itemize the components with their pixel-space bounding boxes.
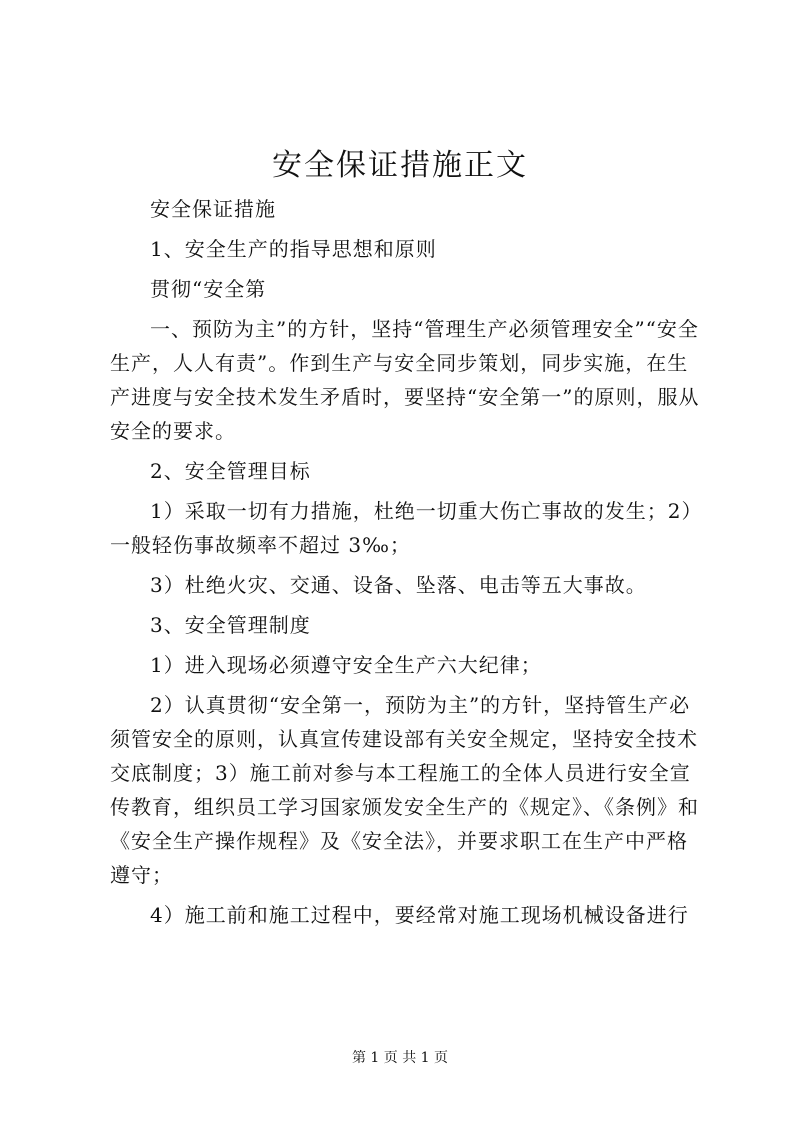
document-title: 安全保证措施正文 bbox=[272, 148, 528, 183]
paragraph: 3）杜绝火灾、交通、设备、坠落、电击等五大事故。 bbox=[150, 573, 647, 597]
paragraph: 2）认真贯彻“安全第一，预防为主”的方针，坚持管生产必须管安全的原则，认真宣传建设部有关安全规定，坚持安全技术交底制度；3）施工前对参与本工程施工的全体人员进行安全宣传教育，组织员工学习国家颁发安全生产的《规定》、《条例》和《安全生产操作规程》及《安全法》，并要求职工在生产中严格遵守； bbox=[110, 693, 699, 887]
paragraph: 1、安全生产的指导思想和原则 bbox=[150, 237, 437, 261]
paragraph: 贯彻“安全第 bbox=[150, 277, 267, 301]
paragraph: 1）进入现场必须遵守安全生产六大纪律； bbox=[150, 653, 542, 677]
page-footer: 第 1 页 共 1 页 bbox=[351, 1050, 449, 1066]
paragraph: 1）采取一切有力措施，杜绝一切重大伤亡事故的发生；2）一般轻伤事故频率不超过 3‰； bbox=[110, 499, 703, 557]
paragraph: 4）施工前和施工过程中，要经常对施工现场机械设备进行 bbox=[150, 903, 689, 927]
document-body bbox=[110, 192, 706, 938]
paragraph: 安全保证措施 bbox=[150, 197, 276, 221]
paragraph: 2、安全管理目标 bbox=[150, 459, 311, 483]
paragraph: 一、预防为主”的方针，坚持“管理生产必须管理安全”“安全生产，人人有责”。作到生产与安全同步策划，同步实施，在生产进度与安全技术发生矛盾时，要坚持“安全第一”的原则，服从安全的要求。 bbox=[110, 317, 700, 443]
paragraph: 3、安全管理制度 bbox=[150, 613, 311, 637]
